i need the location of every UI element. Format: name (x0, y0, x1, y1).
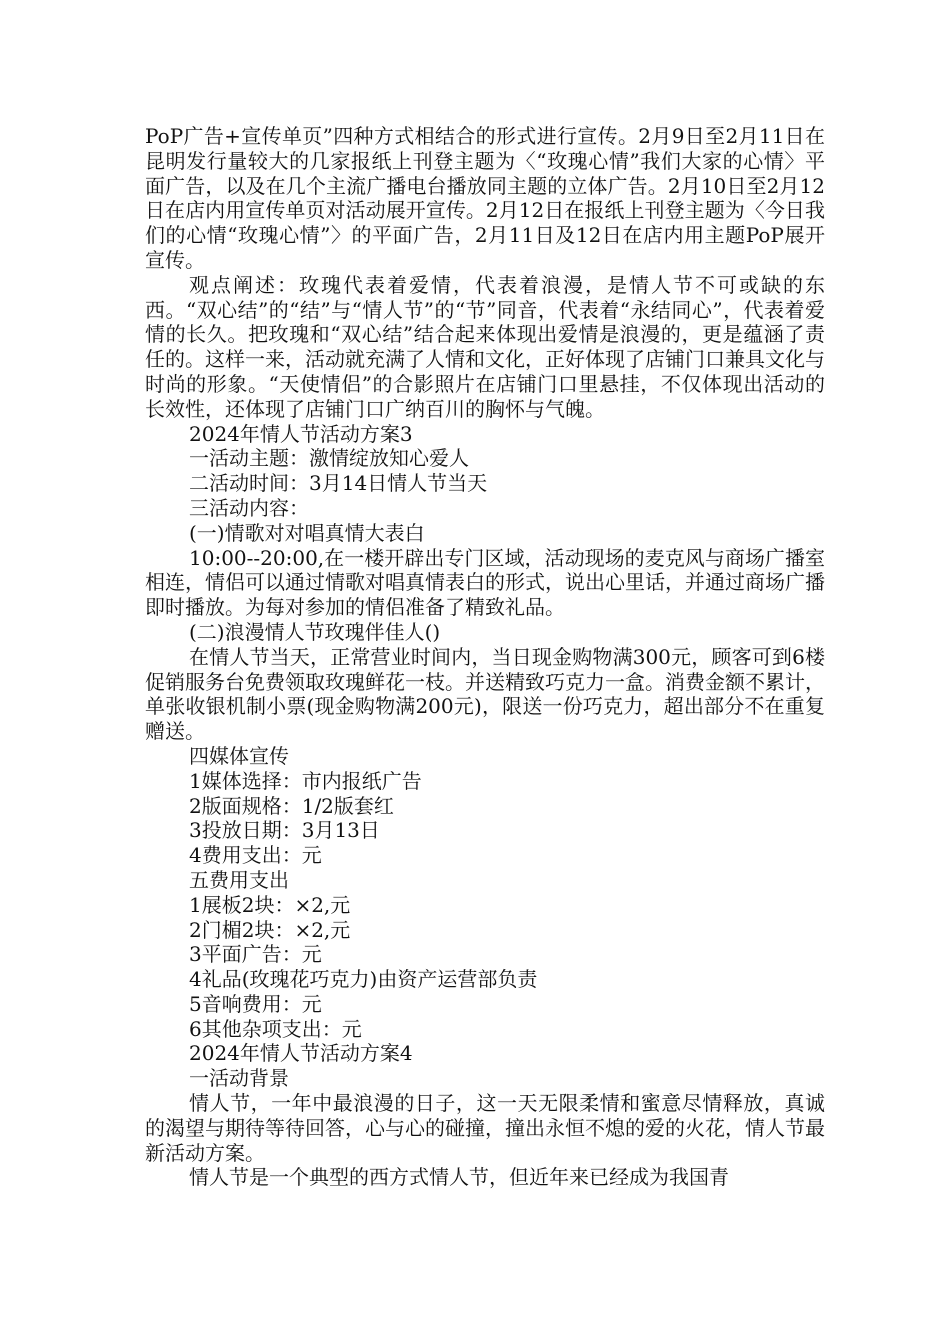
section-heading-plan-4: 2024年情人节活动方案4 (189, 1041, 413, 1066)
expense-heading: 五费用支出 (189, 867, 289, 892)
media-item-2: 2版面规格：1/2版套红 (189, 793, 394, 818)
activity-theme: 一活动主题：激情绽放知心爱人 (189, 446, 469, 471)
document-body (145, 124, 825, 1190)
expense-item-5: 5音响费用：元 (189, 991, 322, 1016)
expense-item-4: 4礼品(玫瑰花巧克力)由资产运营部负责 (189, 967, 538, 992)
paragraph-viewpoint: 观点阐述：玫瑰代表着爱情，代表着浪漫，是情人节不可或缺的东西。“双心结”的“结”与“情人节”的“节”同音，代表着“永结同心”，代表着爱情的长久。把玫瑰和“双心结”结合起来体现出爱情是浪漫的，更是蕴涵了责任的。这样一来，活动就充满了人情和文化，正好体现了店铺门口兼具文化与时尚的形象。“天使情侣”的合影照片在店铺门口里悬挂，不仅体现出活动的长效性，还体现了店铺门口广纳百川的胸怀与气魄。 (145, 272, 825, 421)
expense-item-3: 3平面广告：元 (189, 942, 322, 967)
paragraph-background-1: 情人节，一年中最浪漫的日子，这一天无限柔情和蜜意尽情释放，真诚的渴望与期待等待回答，心与心的碰撞，撞出永恒不熄的爱的火花，情人节最新活动方案。 (145, 1091, 825, 1165)
paragraph-background-2: 情人节是一个典型的西方式情人节，但近年来已经成为我国青 (189, 1165, 729, 1190)
paragraph-rose-gift: 在情人节当天，正常营业时间内，当日现金购物满300元，顾客可到6楼促销服务台免费领取玫瑰鲜花一枝。并送精致巧克力一盒。消费金额不累计，单张收银机制小票(现金购物满200元)，限送一份巧克力，超出部分不在重复赠送。 (145, 644, 825, 744)
subheading-love-song-duet: (一)情歌对对唱真情大表白 (189, 520, 425, 545)
subheading-rose-gift: (二)浪漫情人节玫瑰伴佳人() (189, 619, 441, 644)
activity-time: 二活动时间：3月14日情人节当天 (189, 471, 488, 496)
paragraph-promotion-methods: PoP广告+宣传单页”四种方式相结合的形式进行宣传。2月9日至2月11日在昆明发行量较大的几家报纸上刊登主题为〈“玫瑰心情”我们大家的心情〉平面广告，以及在几个主流广播电台播放同主题的立体广告。2月10日至2月12日在店内用宣传单页对活动展开宣传。2月12日在报纸上刊登主题为〈今日我们的心情“玫瑰心情”〉的平面广告，2月11日及12日在店内用主题PoP展开宣传。 (145, 124, 825, 272)
media-item-4: 4费用支出：元 (189, 843, 322, 868)
activity-content-heading: 三活动内容： (189, 495, 309, 520)
section-heading-plan-3: 2024年情人节活动方案3 (189, 421, 413, 446)
background-heading: 一活动背景 (189, 1066, 289, 1091)
media-item-1: 1媒体选择：市内报纸广告 (189, 768, 422, 793)
expense-item-2: 2门楣2块：×2,元 (189, 917, 351, 942)
media-heading: 四媒体宣传 (189, 743, 289, 768)
expense-item-6: 6其他杂项支出：元 (189, 1016, 362, 1041)
paragraph-love-song-duet: 10:00--20:00,在一楼开辟出专门区域，活动现场的麦克风与商场广播室相连，情侣可以通过情歌对唱真情表白的形式，说出心里话，并通过商场广播即时播放。为每对参加的情侣准备了精致礼品。 (145, 545, 825, 620)
expense-item-1: 1展板2块：×2,元 (189, 892, 351, 917)
media-item-3: 3投放日期：3月13日 (189, 818, 380, 843)
